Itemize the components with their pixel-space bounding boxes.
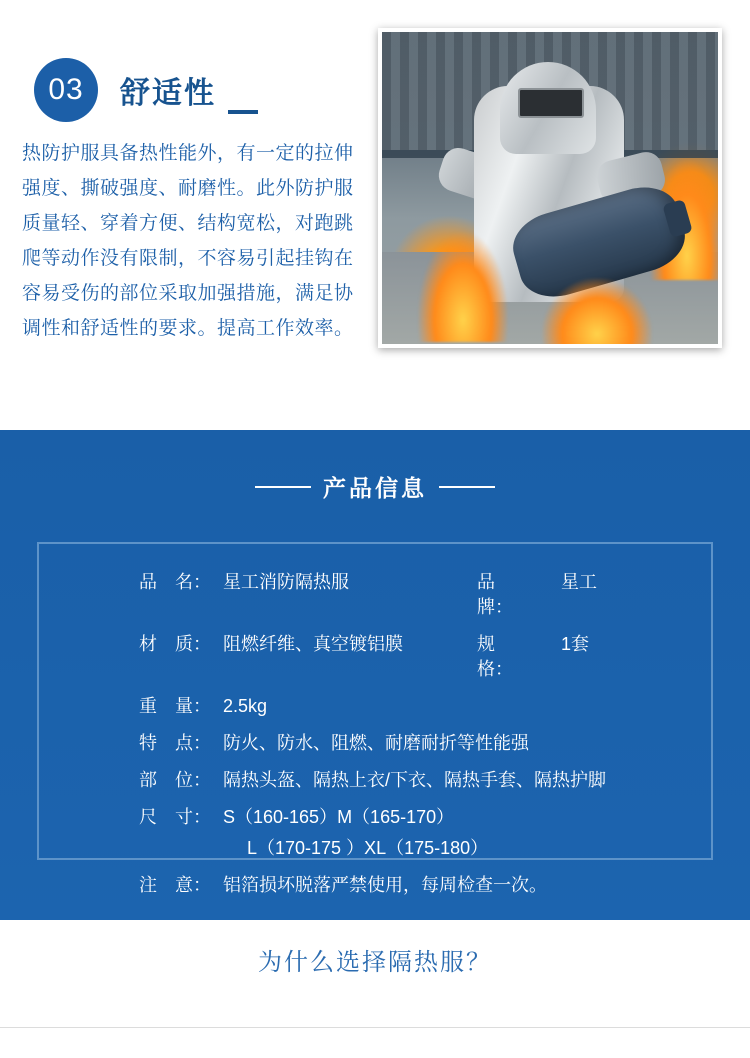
info-label: 注 意： (139, 875, 211, 895)
why-choose-section (0, 920, 750, 1058)
info-row (139, 570, 711, 620)
product-photo-image (382, 32, 718, 344)
section-divider (0, 1027, 750, 1028)
info-value: 隔热头盔、隔热上衣/下衣、隔热手套、隔热护脚 (223, 770, 606, 790)
product-info-heading: 产品信息 (323, 475, 427, 501)
comfort-description: 热防护服具备热性能外，有一定的拉伸强度、撕破强度、耐磨性。此外防护服质量轻、穿着方便、结构宽松，对跑跳爬等动作没有限制，不容易引起挂钩在容易受伤的部位采取加强措施，满足协调性和舒适性的要求。提高工作效率。 (22, 143, 354, 339)
title-underline-decoration (228, 110, 258, 114)
info-label-secondary: 规 格： (477, 634, 531, 679)
photo-suit-visor (518, 88, 584, 118)
product-info-box (37, 542, 713, 895)
info-label: 特 点： (139, 733, 211, 753)
info-value: 铝箔损坏脱落严禁使用，每周检查一次。 (223, 875, 547, 895)
section-number-badge: 03 (34, 58, 98, 122)
info-value: 2.5kg (223, 696, 268, 716)
info-label: 重 量： (139, 696, 211, 716)
page-title: 舒适性 (120, 77, 216, 110)
info-label-secondary: 品 牌： (477, 572, 531, 617)
info-label: 品 名： (139, 572, 211, 592)
product-photo (378, 28, 722, 348)
section-heading (34, 58, 258, 122)
info-row (139, 694, 711, 719)
info-value: 防火、防水、阻燃、耐磨耐折等性能强 (223, 733, 529, 753)
info-row (139, 873, 711, 898)
info-row (139, 768, 711, 793)
info-label: 部 位： (139, 770, 211, 790)
info-label: 尺 寸： (139, 807, 211, 827)
info-value: 阻燃纤维、真空镀铝膜 (223, 634, 403, 654)
info-row (139, 731, 711, 756)
flame-icon (418, 232, 508, 342)
info-value-line2: L（170-175 ）XL（175-180） (247, 838, 489, 858)
info-value: 星工消防隔热服 (223, 572, 349, 592)
comfort-section (0, 0, 750, 430)
product-info-list (39, 544, 711, 898)
info-row (139, 632, 711, 682)
info-value-secondary: 1套 (561, 634, 590, 654)
heading-rule-left (255, 486, 311, 488)
info-value: S（160-165）M（165-170） (223, 807, 455, 827)
heading-rule-right (439, 486, 495, 488)
why-choose-title: 为什么选择隔热服？ (258, 949, 492, 976)
product-info-heading-row (0, 430, 750, 503)
product-info-section (0, 430, 750, 920)
info-label: 材 质： (139, 634, 211, 654)
flame-icon (542, 278, 652, 348)
info-row-continuation (139, 836, 711, 861)
info-value-secondary: 星工 (561, 572, 597, 592)
info-row (139, 805, 711, 830)
